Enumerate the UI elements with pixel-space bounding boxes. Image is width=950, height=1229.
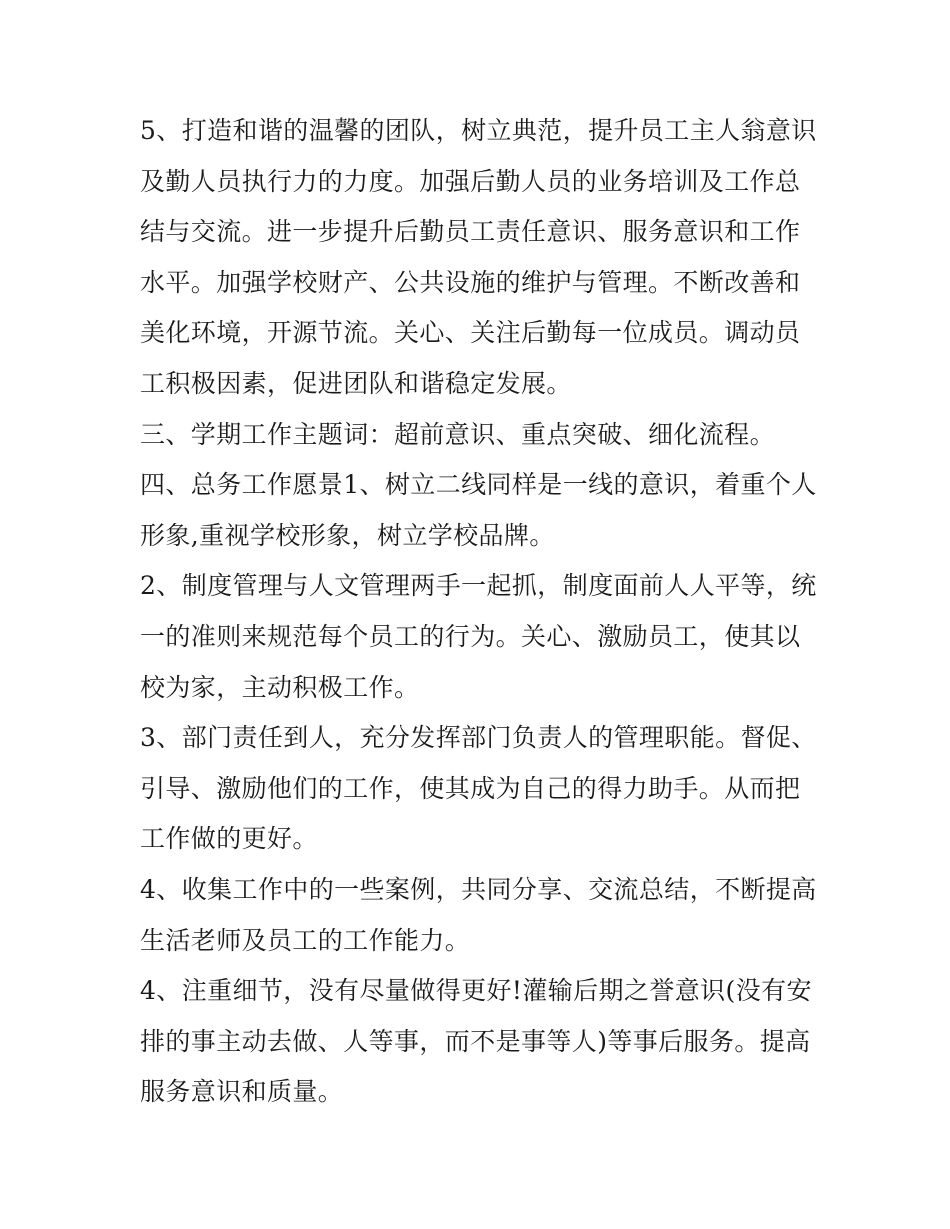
paragraph-team-building: 5、打造和谐的温馨的团队，树立典范，提升员工主人翁意识及勤人员执行力的力度。加强后勤人员的业务培训及工作总结与交流。进一步提升后勤员工责任意识、服务意识和工作水平。加强学校财产、公共设施的维护与管理。不断改善和美化环境，开源节流。关心、关注后勤每一位成员。调动员工积极因素，促进团队和谐稳定发展。 (140, 116, 817, 398)
paragraph-vision-item-2: 2、制度管理与人文管理两手一起抓，制度面前人人平等，统一的准则来规范每个员工的行为。关心、激励员工，使其以校为家，主动积极工作。 (140, 571, 817, 702)
paragraph-vision-item-3: 3、部门责任到人，充分发挥部门负责人的管理职能。督促、引导、激励他们的工作，使其成为自己的得力助手。从而把工作做的更好。 (140, 723, 817, 854)
paragraph-vision-item-4a: 4、收集工作中的一些案例，共同分享、交流总结，不断提高生活老师及员工的工作能力。 (140, 874, 817, 955)
paragraph-vision-item-4b: 4、注重细节，没有尽量做得更好!灌输后期之誉意识(没有安排的事主动去做、人等事，而不是事等人)等事后服务。提高服务意识和质量。 (140, 976, 812, 1107)
paragraph-vision-item-1: 四、总务工作愿景1、树立二线同样是一线的意识，着重个人形象,重视学校形象，树立学校品牌。 (140, 470, 817, 550)
document-body (140, 106, 820, 1118)
paragraph-semester-keywords: 三、学期工作主题词：超前意识、重点突破、细化流程。 (140, 419, 776, 449)
